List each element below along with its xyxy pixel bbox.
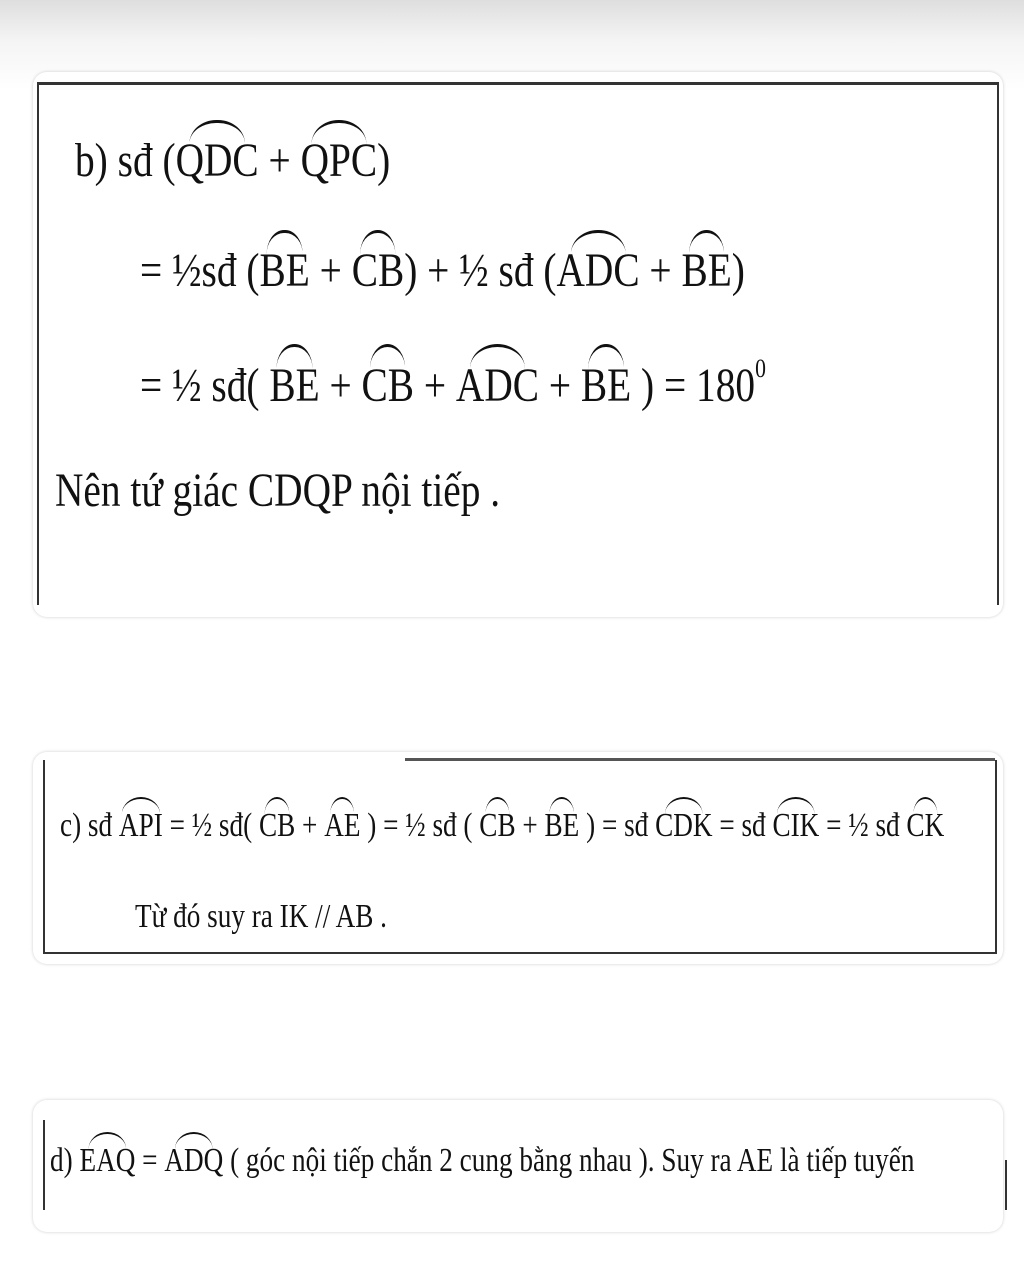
text-segment: ) = 180 — [631, 358, 756, 412]
text-segment: = ½ sđ( — [162, 807, 259, 844]
part-d-right-rule — [1005, 1160, 1007, 1210]
part-b-line-1 — [75, 133, 390, 188]
text-segment: ) = sđ — [579, 807, 656, 844]
part-c-line-1 — [60, 807, 944, 845]
arc-qpc: QPC — [300, 134, 378, 187]
arc-ck: CK — [906, 807, 945, 844]
part-d-line-1 — [50, 1142, 914, 1180]
text-segment: = ½ sđ( — [140, 358, 270, 412]
arc-cb: CB — [361, 358, 415, 412]
text-segment: = — [135, 1142, 165, 1179]
arc-api: API — [118, 807, 163, 844]
text-segment: b) sđ ( — [75, 134, 176, 187]
part-b-line-3 — [140, 353, 766, 413]
text-segment: + — [639, 244, 682, 297]
arc-eaq: EAQ — [79, 1142, 136, 1179]
arc-adc: ADC — [556, 244, 640, 297]
arc-cik: CIK — [772, 807, 820, 844]
text-segment: d) — [50, 1142, 80, 1179]
text-segment: + — [515, 807, 545, 844]
arc-be: BE — [269, 358, 320, 412]
part-b-line-4 — [55, 463, 500, 518]
degree-superscript: 0 — [755, 353, 766, 383]
text-segment: + — [414, 358, 456, 412]
text-segment: + — [258, 134, 301, 187]
text-segment: = ½sđ ( — [140, 244, 260, 297]
text-segment: = ½ sđ — [819, 807, 907, 844]
arc-be: BE — [681, 244, 732, 297]
arc-be: BE — [259, 244, 310, 297]
text-segment: + — [539, 358, 581, 412]
part-d-left-rule — [43, 1120, 45, 1210]
arc-be: BE — [544, 807, 580, 844]
text-segment: ) = ½ sđ ( — [360, 807, 480, 844]
text-segment: Từ đó suy ra IK // AB . — [135, 898, 387, 935]
arc-cb: CB — [479, 807, 516, 844]
arc-cb: CB — [351, 244, 405, 297]
arc-cdk: CDK — [655, 807, 713, 844]
text-segment: ) — [731, 244, 745, 297]
text-segment: ( góc nội tiếp chắn 2 cung bằng nhau ). Suy ra AE là tiếp tuyến — [223, 1142, 915, 1179]
text-segment: ) — [377, 134, 391, 187]
arc-be: BE — [580, 358, 632, 412]
text-segment: = sđ — [712, 807, 773, 844]
arc-cb: CB — [258, 807, 296, 844]
arc-ae: AE — [324, 807, 361, 844]
text-segment: + — [309, 244, 352, 297]
arc-qdc: QDC — [175, 134, 259, 187]
arc-adc: ADC — [455, 358, 540, 412]
text-segment: + — [295, 807, 325, 844]
part-c-line-2 — [135, 898, 387, 936]
part-b-line-2 — [140, 243, 745, 298]
text-segment: c) sđ — [60, 807, 119, 844]
text-segment: + — [319, 358, 362, 412]
arc-adq: ADQ — [164, 1142, 224, 1179]
part-c-top-rule — [405, 758, 995, 761]
text-segment: ) + ½ sđ ( — [404, 244, 557, 297]
text-segment: Nên tứ giác CDQP nội tiếp . — [55, 464, 501, 517]
